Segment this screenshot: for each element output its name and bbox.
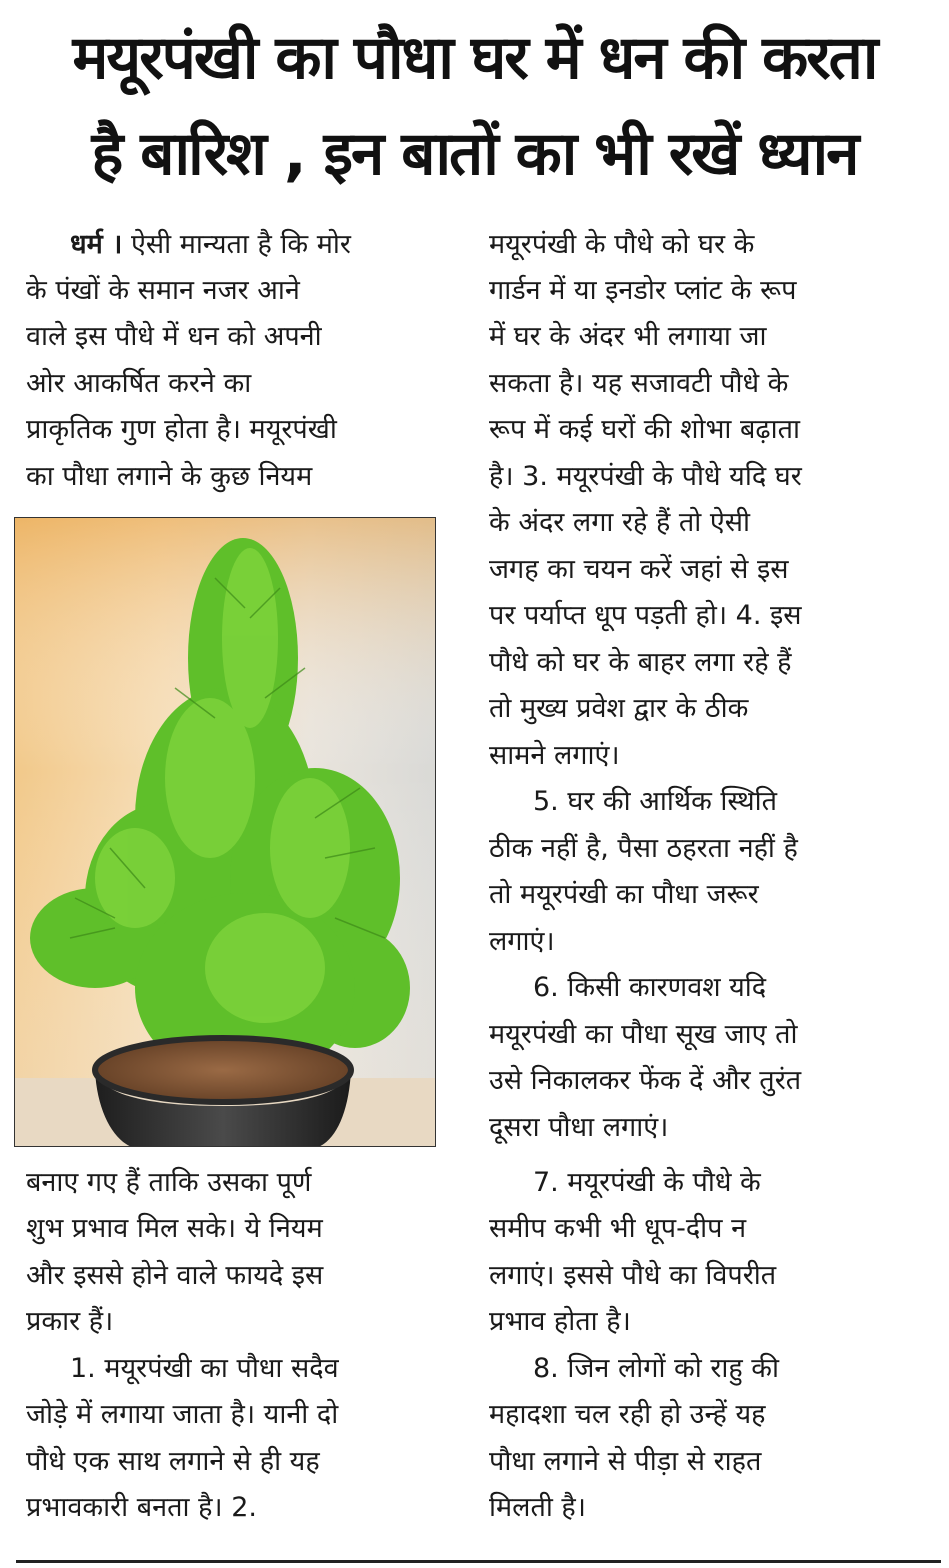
right-line-26: महादशा चल रही हो उन्हें यह <box>489 1399 766 1430</box>
right-line-6: है। 3. मयूरपंखी के पौधे यदि घर <box>489 461 802 492</box>
headline-line-1: मयूरपंखी का पौधा घर में धन की करता <box>72 23 877 93</box>
right-line-3: में घर के अंदर भी लगाया जा <box>489 321 767 352</box>
right-line-8: जगह का चयन करें जहां से इस <box>489 554 789 585</box>
right-line-20: दूसरा पौधा लगाएं। <box>489 1112 669 1143</box>
left-top-line-3: वाले इस पौधे में धन को अपनी <box>26 321 322 352</box>
right-line-19: उसे निकालकर फेंक दें और तुरंत <box>489 1065 802 1096</box>
right-line-27: पौधा लगाने से पीड़ा से राहत <box>489 1446 762 1477</box>
bottom-divider <box>16 1560 941 1563</box>
right-line-10: पौधे को घर के बाहर लगा रहे हैं <box>489 647 792 678</box>
left-bottom-line-5: 1. मयूरपंखी का पौधा सदैव <box>70 1353 339 1384</box>
right-line-28: मिलती है। <box>489 1492 586 1523</box>
right-line-2: गार्डन में या इनडोर प्लांट के रूप <box>489 275 797 306</box>
left-bottom-line-3: और इससे होने वाले फायदे इस <box>26 1260 324 1291</box>
potted-plant-illustration <box>15 518 436 1147</box>
right-line-11: तो मुख्य प्रवेश द्वार के ठीक <box>489 693 749 724</box>
right-line-9: पर पर्याप्त धूप पड़ती हो। 4. इस <box>489 600 802 631</box>
right-line-1: मयूरपंखी के पौधे को घर के <box>489 229 755 260</box>
left-bottom-line-8: प्रभावकारी बनता है। 2. <box>26 1492 257 1523</box>
headline-line-2: है बारिश , इन बातों का भी रखें ध्यान <box>91 119 858 189</box>
left-bottom-line-1: बनाए गए हैं ताकि उसका पूर्ण <box>26 1167 312 1198</box>
right-line-13: 5. घर की आर्थिक स्थिति <box>533 786 777 817</box>
left-bottom-line-6: जोड़े में लगाया जाता है। यानी दो <box>26 1399 339 1430</box>
right-line-12: सामने लगाएं। <box>489 740 620 771</box>
right-line-16: लगाएं। <box>489 926 555 957</box>
left-top-line-4: ओर आकर्षित करने का <box>26 368 252 399</box>
plant-photo <box>14 517 436 1147</box>
left-bottom-line-2: शुभ प्रभाव मिल सके। ये नियम <box>26 1213 323 1244</box>
left-top-line-5: प्राकृतिक गुण होता है। मयूरपंखी <box>26 414 337 445</box>
right-line-18: मयूरपंखी का पौधा सूख जाए तो <box>489 1019 798 1050</box>
right-line-25: 8. जिन लोगों को राहु की <box>533 1353 780 1384</box>
right-line-5: रूप में कई घरों की शोभा बढ़ाता <box>489 414 800 445</box>
headline <box>8 10 941 202</box>
right-line-21: 7. मयूरपंखी के पौधे के <box>533 1167 761 1198</box>
right-line-14: ठीक नहीं है, पैसा ठहरता नहीं है <box>489 833 798 864</box>
left-top-line-2: के पंखों के समान नजर आने <box>26 275 300 306</box>
right-line-7: के अंदर लगा रहे हैं तो ऐसी <box>489 507 751 538</box>
left-top-text-1: ऐसी मान्यता है कि मोर <box>130 229 351 260</box>
right-line-17: 6. किसी कारणवश यदि <box>533 972 767 1003</box>
right-line-24: प्रभाव होता है। <box>489 1306 631 1337</box>
left-top-line-6: का पौधा लगाने के कुछ नियम <box>26 461 313 492</box>
left-bottom-line-4: प्रकार हैं। <box>26 1306 114 1337</box>
left-top-line-1 <box>26 222 351 268</box>
dateline: धर्म । <box>70 229 123 260</box>
right-line-4: सकता है। यह सजावटी पौधे के <box>489 368 789 399</box>
right-line-23: लगाएं। इससे पौधे का विपरीत <box>489 1260 777 1291</box>
left-bottom-line-7: पौधे एक साथ लगाने से ही यह <box>26 1446 320 1477</box>
right-line-15: तो मयूरपंखी का पौधा जरूर <box>489 879 759 910</box>
right-line-22: समीप कभी भी धूप-दीप न <box>489 1213 747 1244</box>
